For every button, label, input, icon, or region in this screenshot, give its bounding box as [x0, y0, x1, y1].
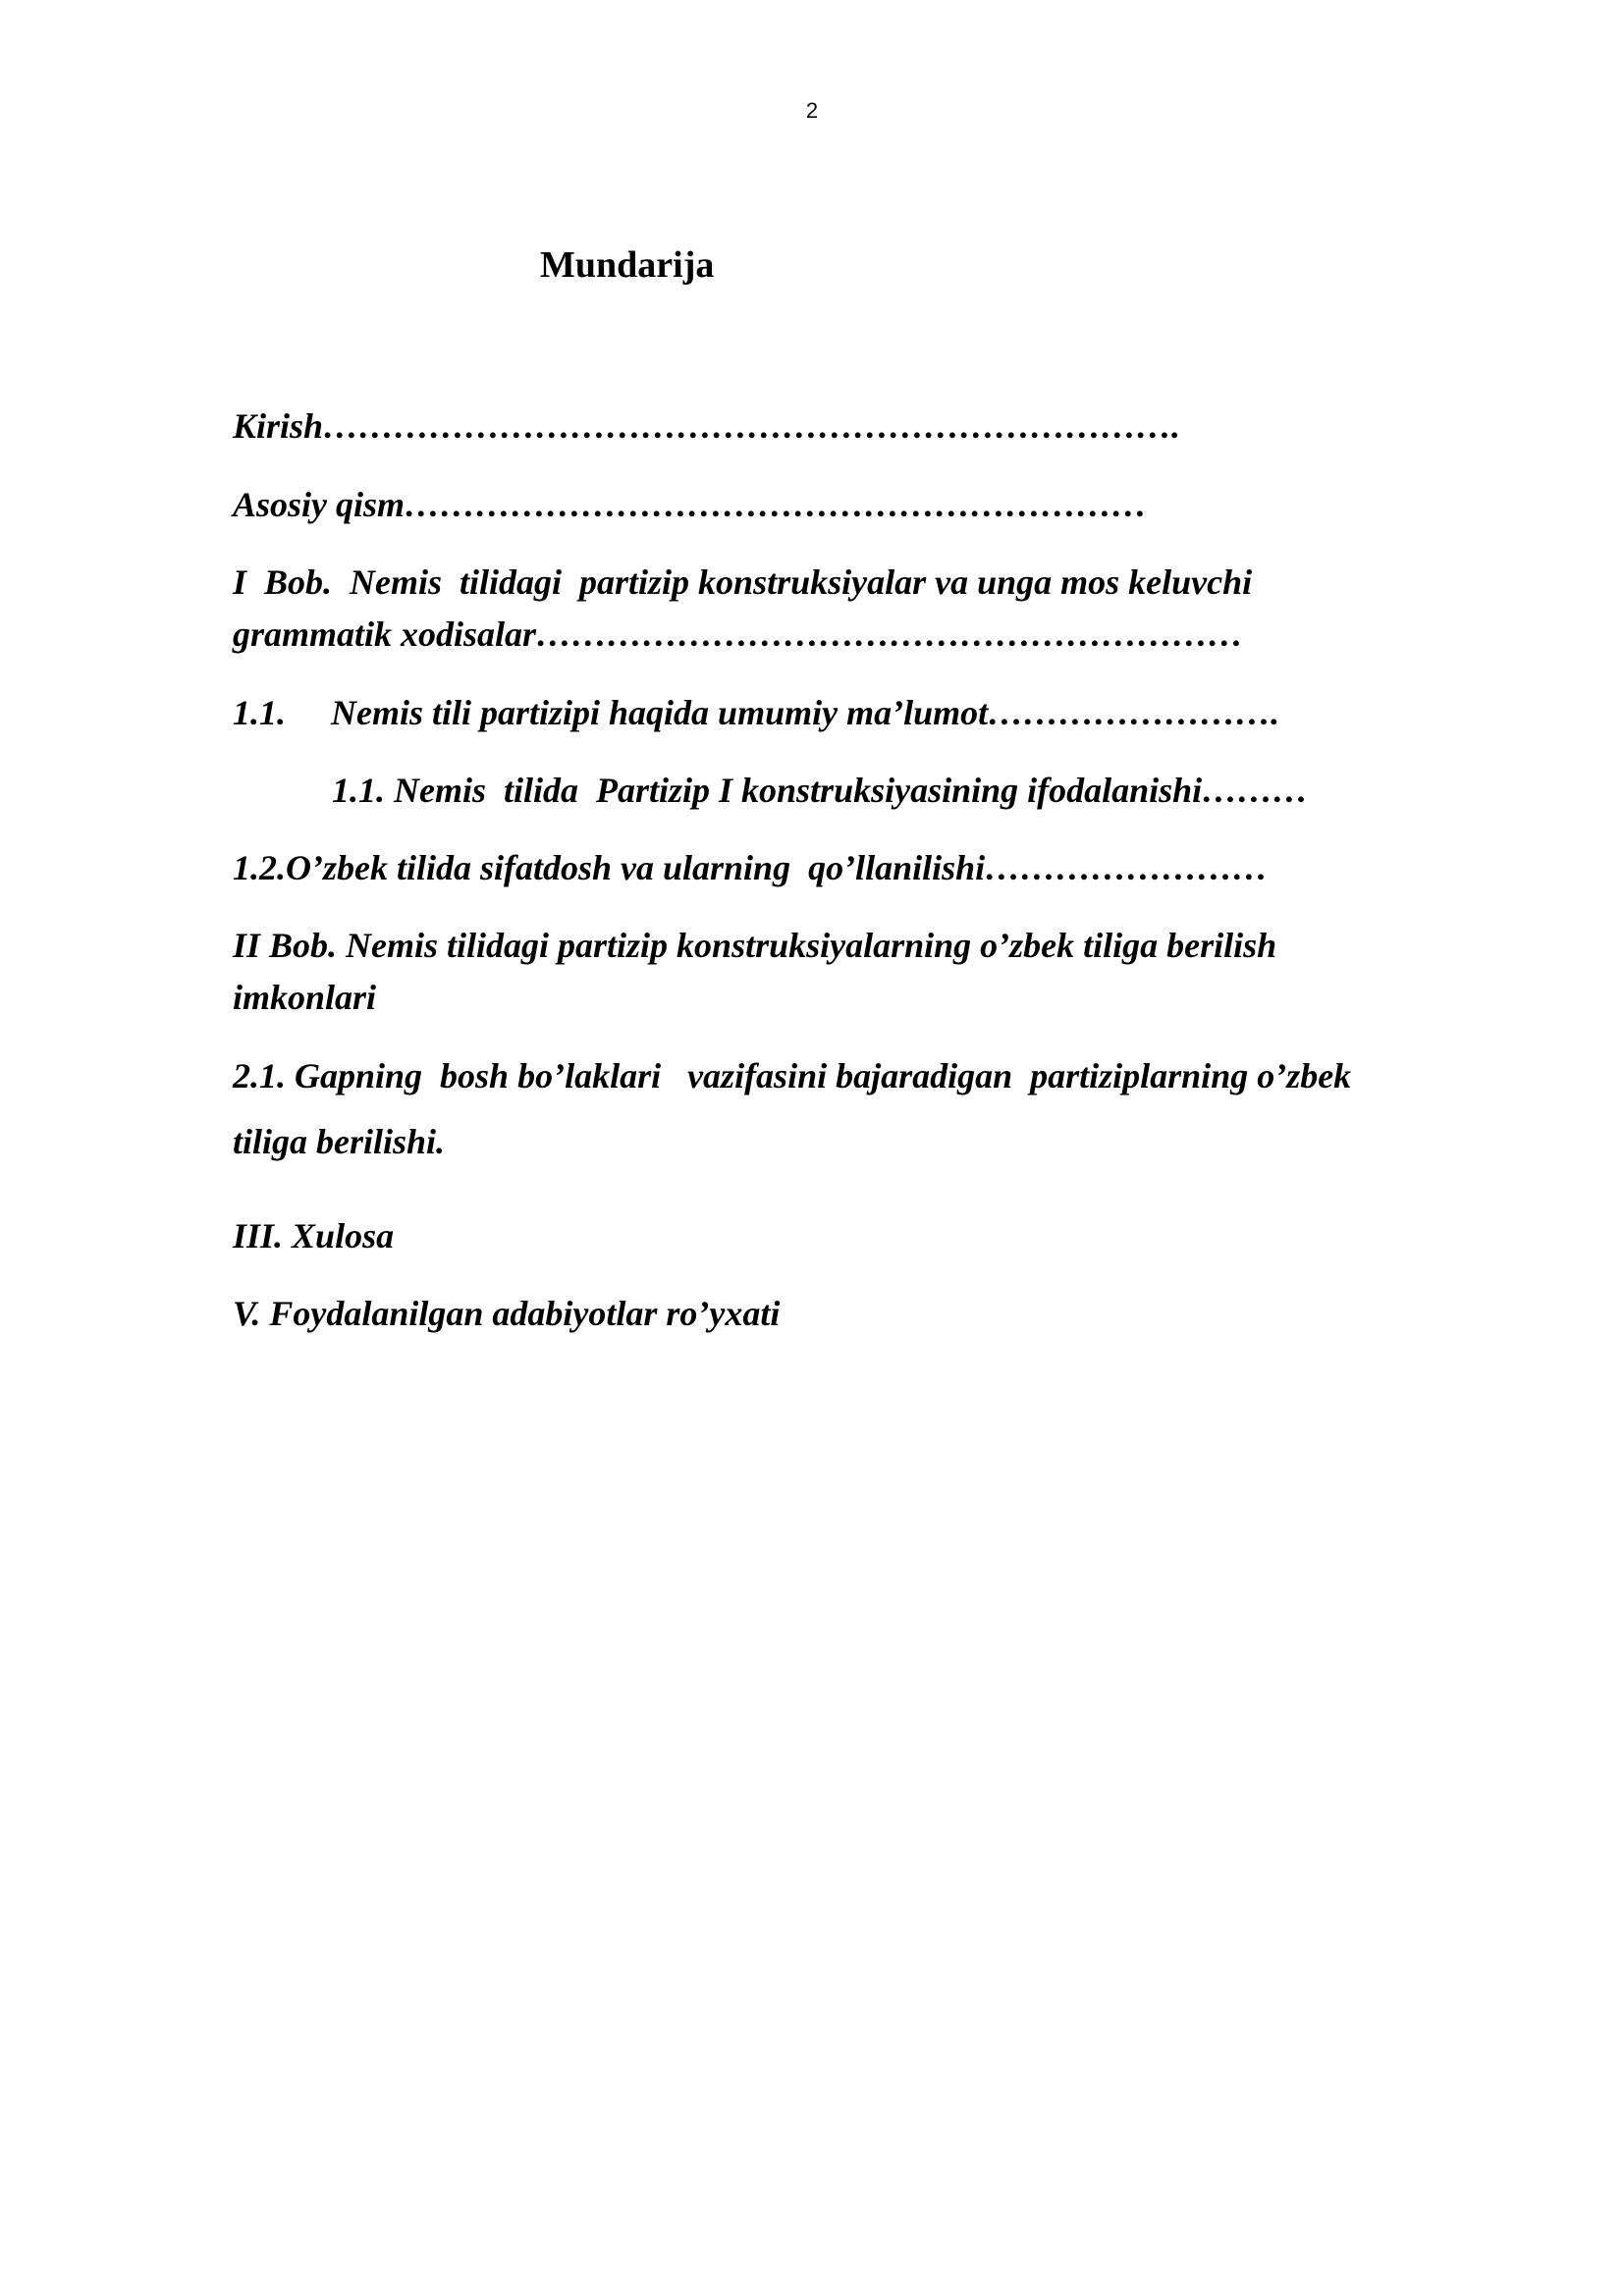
toc-item-1-2: 1.2.O’zbek tilida sifatdosh va ularning qo’llanilishi……………………	[233, 848, 1269, 887]
page-number: 2	[805, 98, 819, 123]
toc-item-xulosa: III. Xulosa	[233, 1216, 395, 1255]
toc-item-chapter-2-line-1: II Bob. Nemis tilidagi partizip konstruksiyalarning o’zbek tiliga berilish	[233, 926, 1277, 965]
toc-item-2-1-line-2: tiliga berilishi.	[233, 1122, 446, 1161]
toc-item-chapter-2-line-2: imkonlari	[233, 978, 377, 1017]
toc-item-kirish: Kirish……………………………………………………………….	[233, 406, 1181, 446]
toc-item-adabiyotlar: V. Foydalanilgan adabiyotlar ro’yxati	[233, 1294, 781, 1333]
toc-item-chapter-1-line-2: grammatik xodisalar……………………………………………………	[233, 614, 1244, 654]
toc-item-1-1	[233, 687, 1470, 739]
toc-item-asosiy-qism: Asosiy qism………………………………………………………	[233, 485, 1148, 524]
toc-title: Mundarija	[540, 244, 715, 286]
toc-item-1-1-subsection: 1.1. Nemis tilida Partizip I konstruksiyasining ifodalanishi………	[332, 771, 1309, 810]
toc-item-chapter-1-line-1: I Bob. Nemis tilidagi partizip konstruksiyalar va unga mos keluvchi	[233, 562, 1253, 602]
toc-item-2-1-line-1: 2.1. Gapning bosh bo’laklari vazifasini bajaradigan partiziplarning o’zbek	[233, 1056, 1352, 1095]
toc-item-label: Nemis tili partizipi haqida umumiy ma’lumot…………………….	[331, 693, 1280, 732]
toc-item-number: 1.1.	[233, 693, 286, 732]
